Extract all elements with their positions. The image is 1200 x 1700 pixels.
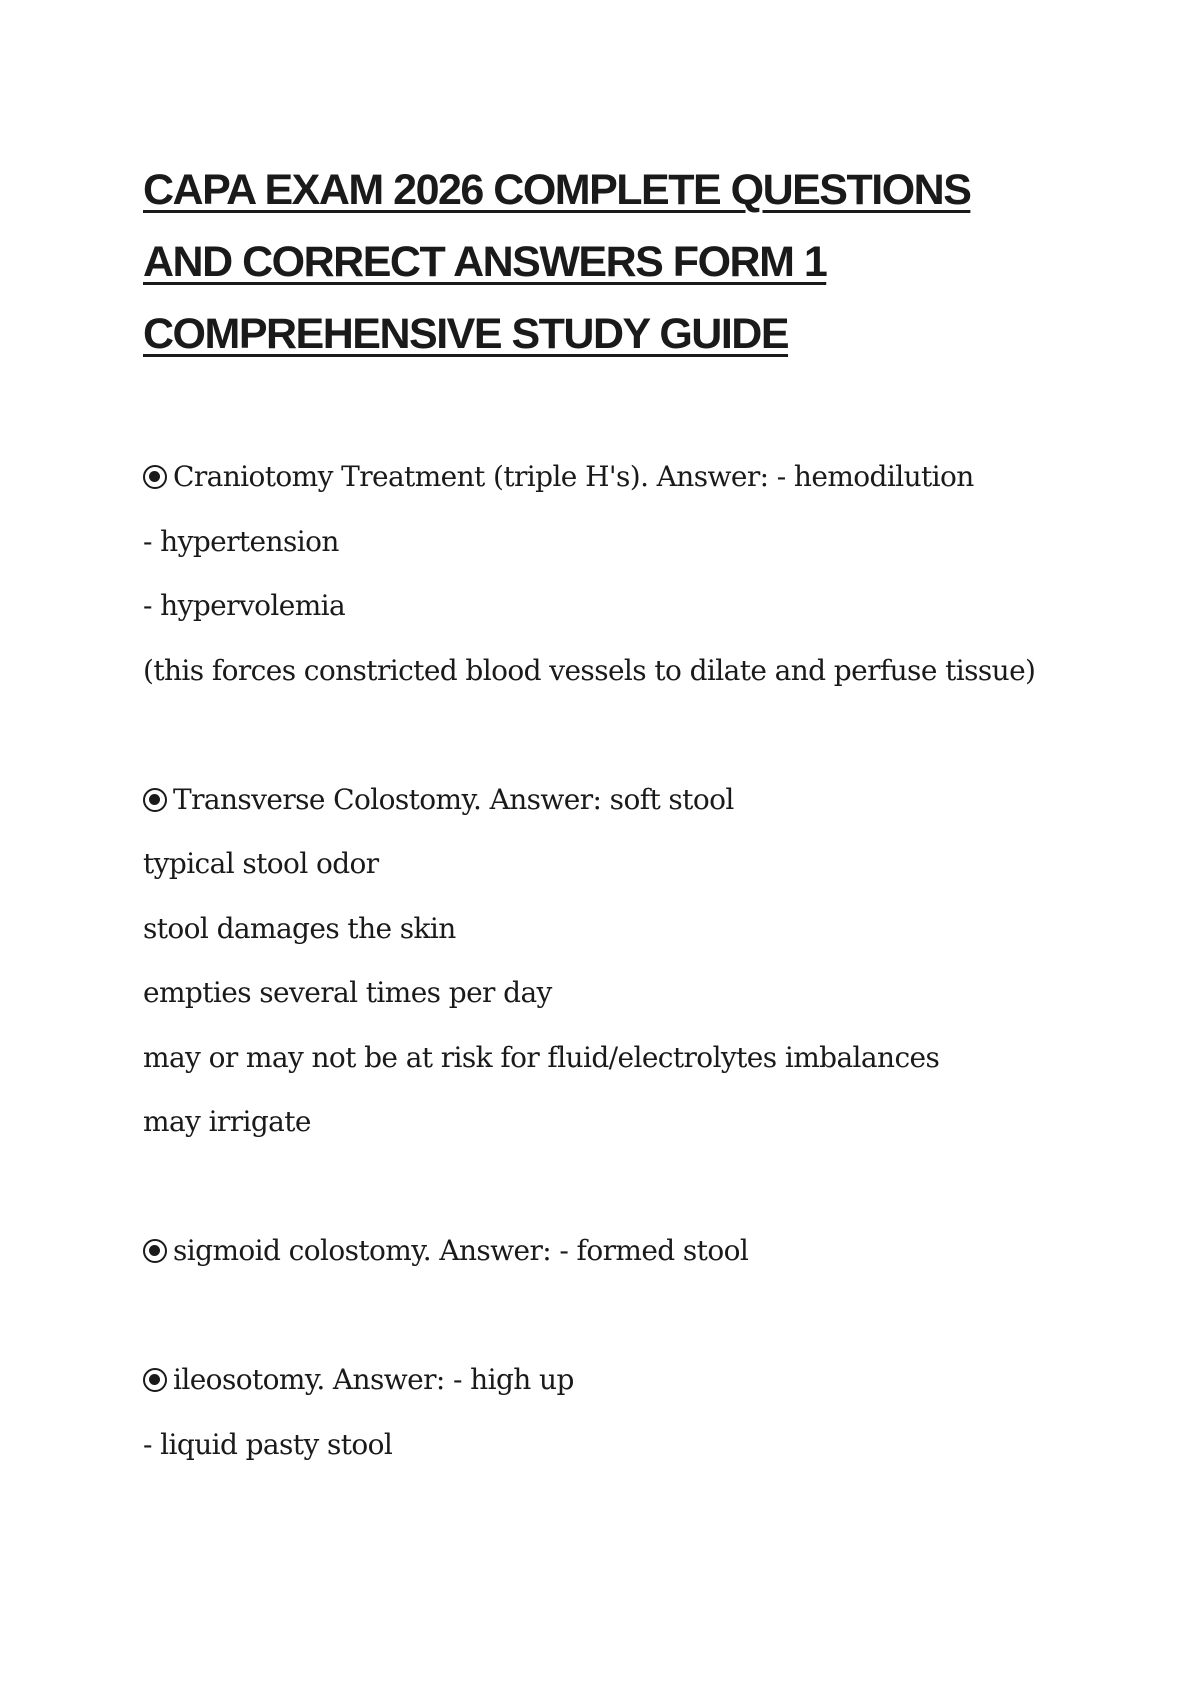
question-text: sigmoid colostomy. Answer: - formed stool — [173, 1234, 749, 1267]
question-text: Transverse Colostomy. Answer: soft stool — [173, 782, 734, 816]
page-title — [143, 154, 1103, 370]
question-line — [143, 768, 1103, 833]
answer-line: may or may not be at risk for fluid/electrolytes imbalances — [143, 1040, 940, 1074]
question-entry — [143, 1219, 1103, 1284]
question-line — [143, 445, 1103, 510]
radio-bullet-icon — [143, 1368, 167, 1392]
question-text: Craniotomy Treatment (triple H's). Answer: - hemodilution — [173, 460, 974, 493]
spacer — [143, 1155, 1103, 1220]
answer-line: - hypervolemia — [143, 589, 346, 622]
question-entry — [143, 445, 1103, 703]
answer-line: stool damages the skin — [143, 911, 456, 945]
question-text: ileosotomy. Answer: - high up — [173, 1363, 574, 1396]
answer-line: (this forces constricted blood vessels to dilate and perfuse tissue) — [143, 653, 1036, 687]
title-line-2: AND CORRECT ANSWERS FORM 1 — [143, 238, 827, 286]
question-line — [143, 1348, 1103, 1413]
answer-line: empties several times per day — [143, 976, 552, 1009]
title-line-3: COMPREHENSIVE STUDY GUIDE — [143, 310, 789, 358]
answer-line: may irrigate — [143, 1105, 311, 1138]
title-line-1: CAPA EXAM 2026 COMPLETE QUESTIONS — [143, 166, 971, 214]
answer-line: typical stool odor — [143, 847, 379, 880]
radio-bullet-icon — [143, 788, 167, 812]
radio-bullet-icon — [143, 465, 167, 489]
question-entry — [143, 768, 1103, 1155]
spacer — [143, 1284, 1103, 1349]
question-line — [143, 1219, 1103, 1284]
question-entry — [143, 1348, 1103, 1477]
study-guide-content — [143, 445, 1103, 1477]
spacer — [143, 703, 1103, 768]
answer-line: - hypertension — [143, 524, 339, 558]
radio-bullet-icon — [143, 1239, 167, 1263]
answer-line: - liquid pasty stool — [143, 1427, 393, 1461]
